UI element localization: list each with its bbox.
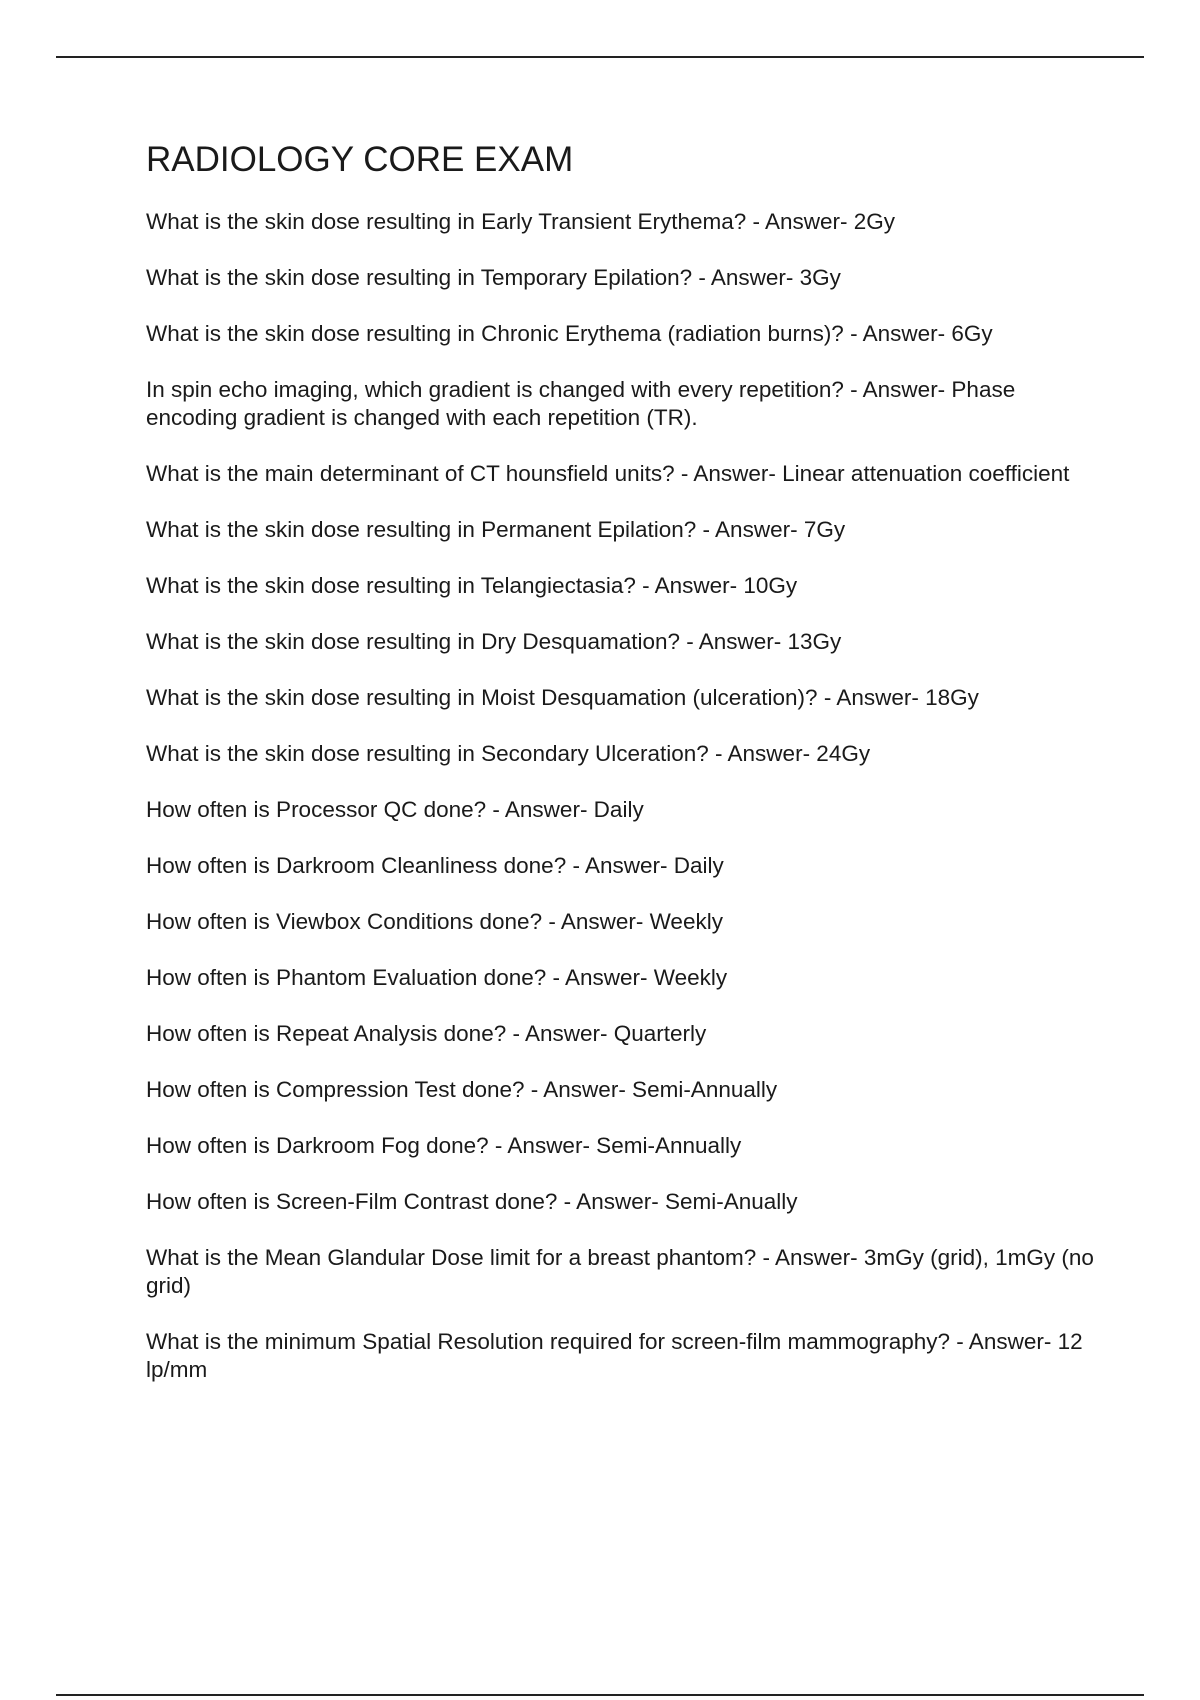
- qa-item: What is the skin dose resulting in Telangiectasia? - Answer- 10Gy: [146, 573, 798, 598]
- qa-item: What is the minimum Spatial Resolution required for screen-film mammography? - Answer- 12 lp/mm: [146, 1329, 1083, 1382]
- qa-item: What is the skin dose resulting in Early Transient Erythema? - Answer- 2Gy: [146, 209, 896, 234]
- qa-item: How often is Screen-Film Contrast done? - Answer- Semi-Anually: [146, 1189, 798, 1214]
- bottom-divider: [56, 1694, 1144, 1696]
- qa-item: How often is Darkroom Cleanliness done? - Answer- Daily: [146, 853, 724, 878]
- qa-item: What is the skin dose resulting in Moist Desquamation (ulceration)? - Answer- 18Gy: [146, 685, 979, 710]
- qa-item: What is the Mean Glandular Dose limit for a breast phantom? - Answer- 3mGy (grid), 1mGy (no grid): [146, 1245, 1094, 1298]
- top-divider: [56, 56, 1144, 58]
- qa-item: What is the skin dose resulting in Dry Desquamation? - Answer- 13Gy: [146, 629, 842, 654]
- qa-item: How often is Repeat Analysis done? - Answer- Quarterly: [146, 1021, 707, 1046]
- qa-item: How often is Viewbox Conditions done? - Answer- Weekly: [146, 909, 723, 934]
- document-body: [146, 138, 1096, 1412]
- qa-item: How often is Phantom Evaluation done? - Answer- Weekly: [146, 965, 728, 990]
- qa-item: What is the main determinant of CT hounsfield units? - Answer- Linear attenuation coefficient: [146, 461, 1070, 486]
- qa-item: What is the skin dose resulting in Secondary Ulceration? - Answer- 24Gy: [146, 741, 871, 766]
- document-title: RADIOLOGY CORE EXAM: [146, 140, 574, 179]
- qa-list: [146, 208, 1096, 1384]
- qa-item: How often is Darkroom Fog done? - Answer- Semi-Annually: [146, 1133, 742, 1158]
- qa-item: How often is Processor QC done? - Answer- Daily: [146, 797, 644, 822]
- qa-item: What is the skin dose resulting in Chronic Erythema (radiation burns)? - Answer- 6Gy: [146, 321, 993, 346]
- qa-item: What is the skin dose resulting in Permanent Epilation? - Answer- 7Gy: [146, 517, 846, 542]
- qa-item: How often is Compression Test done? - Answer- Semi-Annually: [146, 1077, 778, 1102]
- qa-item: What is the skin dose resulting in Temporary Epilation? - Answer- 3Gy: [146, 265, 841, 290]
- qa-item: In spin echo imaging, which gradient is changed with every repetition? - Answer- Phase encoding gradient is changed with each repetition (TR).: [146, 377, 1016, 430]
